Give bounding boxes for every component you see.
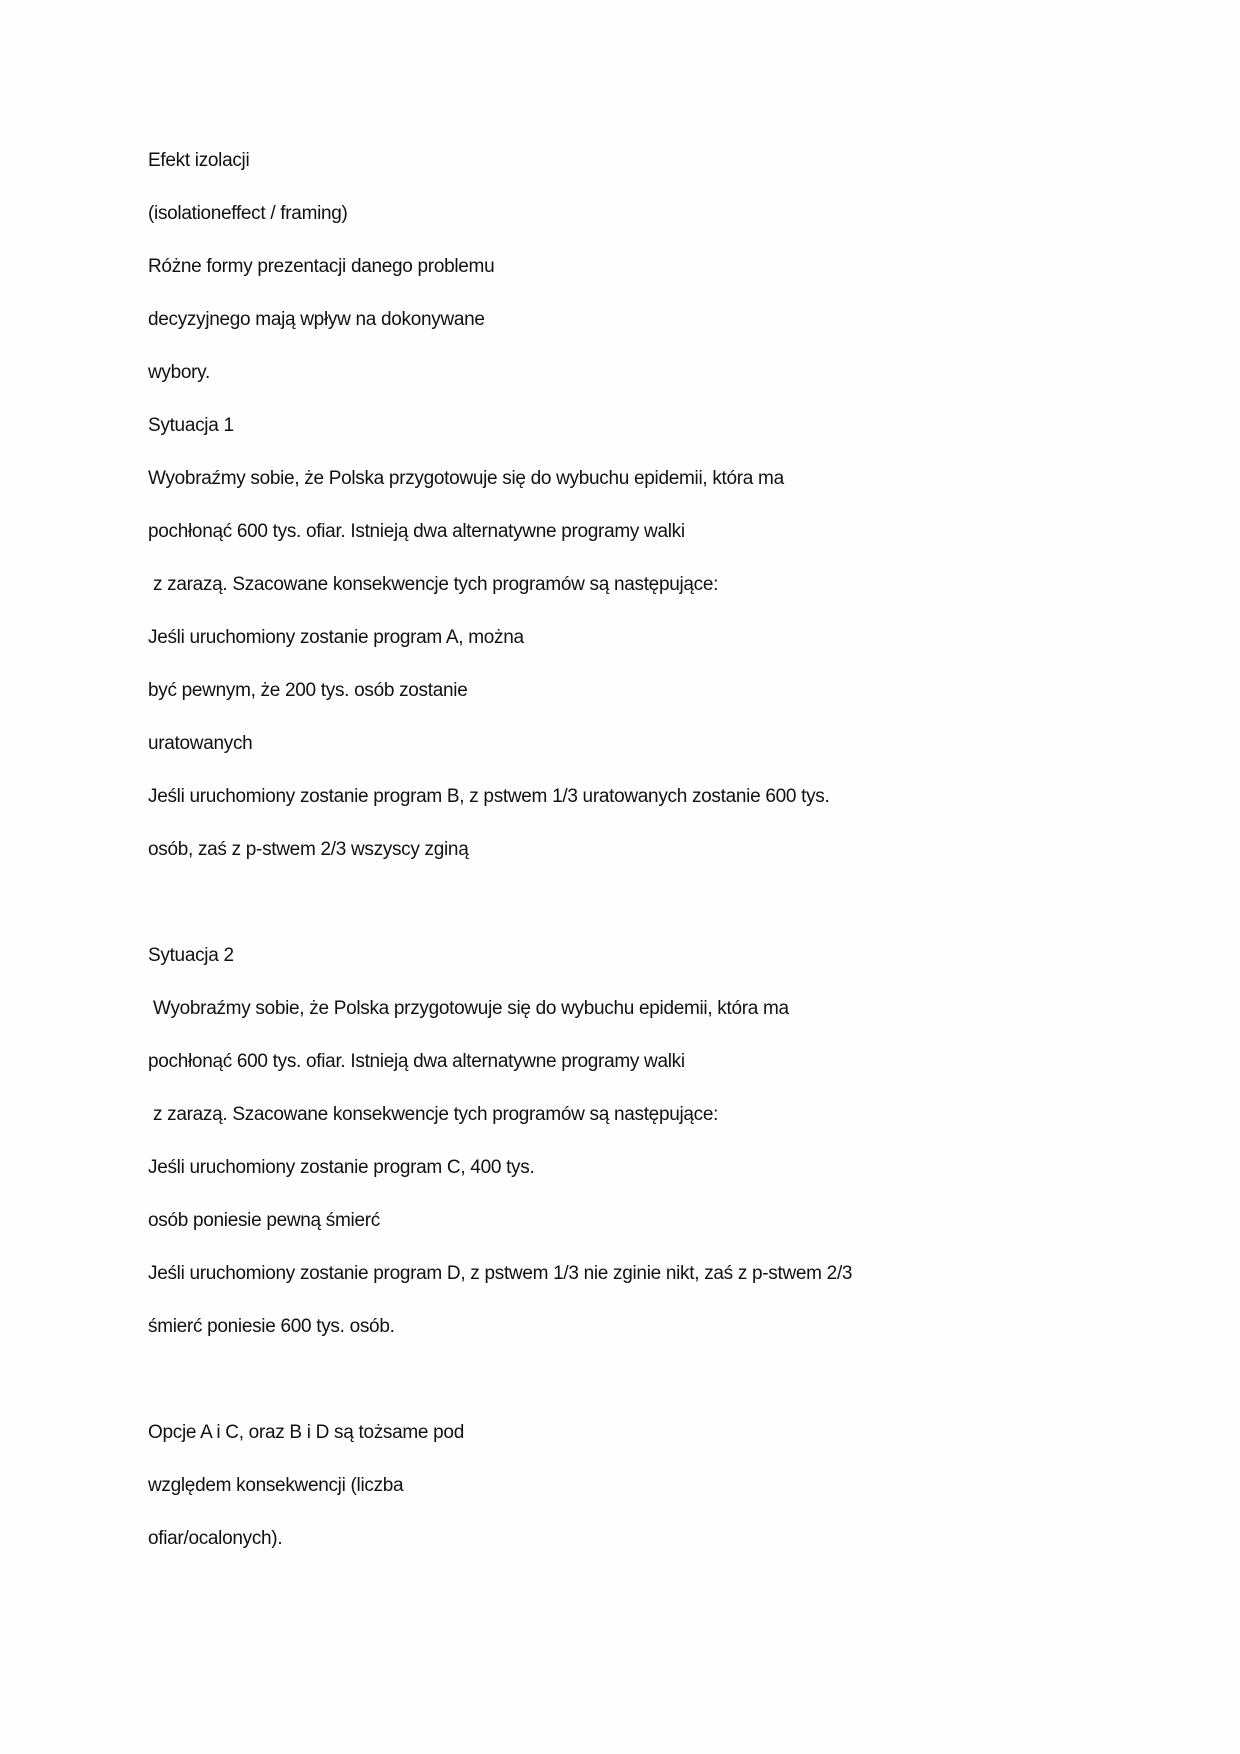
situation1-line: uratowanych [148,733,253,754]
document-body [148,148,1108,1579]
intro-line: wybory. [148,362,210,383]
paragraph-spacer [148,890,1108,943]
situation2-heading: Sytuacja 2 [148,945,234,966]
situation1-line: Wyobraźmy sobie, że Polska przygotowuje się do wybuchu epidemii, która ma [148,468,784,489]
situation1-line: Jeśli uruchomiony zostanie program A, można [148,627,524,648]
document-title: Efekt izolacji [148,150,250,171]
situation1-line: pochłonąć 600 tys. ofiar. Istnieją dwa alternatywne programy walki [148,521,685,542]
situation2-line: pochłonąć 600 tys. ofiar. Istnieją dwa alternatywne programy walki [148,1051,685,1072]
situation1-line: osób, zaś z p-stwem 2/3 wszyscy zginą [148,839,469,860]
intro-line: decyzyjnego mają wpływ na dokonywane [148,309,485,330]
intro-line: Różne formy prezentacji danego problemu [148,256,495,277]
conclusion-line: Opcje A i C, oraz B i D są tożsame pod [148,1422,464,1443]
situation1-line: Jeśli uruchomiony zostanie program B, z pstwem 1/3 uratowanych zostanie 600 tys. [148,786,830,807]
situation1-line: z zarazą. Szacowane konsekwencje tych programów są następujące: [148,574,719,595]
conclusion-line: ofiar/ocalonych). [148,1528,283,1549]
situation2-line: śmierć poniesie 600 tys. osób. [148,1316,395,1337]
situation2-line: Jeśli uruchomiony zostanie program C, 400 tys. [148,1157,535,1178]
situation2-line: z zarazą. Szacowane konsekwencje tych programów są następujące: [148,1104,719,1125]
situation2-line: Jeśli uruchomiony zostanie program D, z pstwem 1/3 nie zginie nikt, zaś z p-stwem 2/3 [148,1263,853,1284]
paragraph-spacer [148,1367,1108,1420]
situation1-heading: Sytuacja 1 [148,415,234,436]
situation2-line: osób poniesie pewną śmierć [148,1210,380,1231]
document-subtitle: (isolationeffect / framing) [148,203,348,224]
situation2-line: Wyobraźmy sobie, że Polska przygotowuje się do wybuchu epidemii, która ma [148,998,789,1019]
situation1-line: być pewnym, że 200 tys. osób zostanie [148,680,468,701]
conclusion-line: względem konsekwencji (liczba [148,1475,404,1496]
